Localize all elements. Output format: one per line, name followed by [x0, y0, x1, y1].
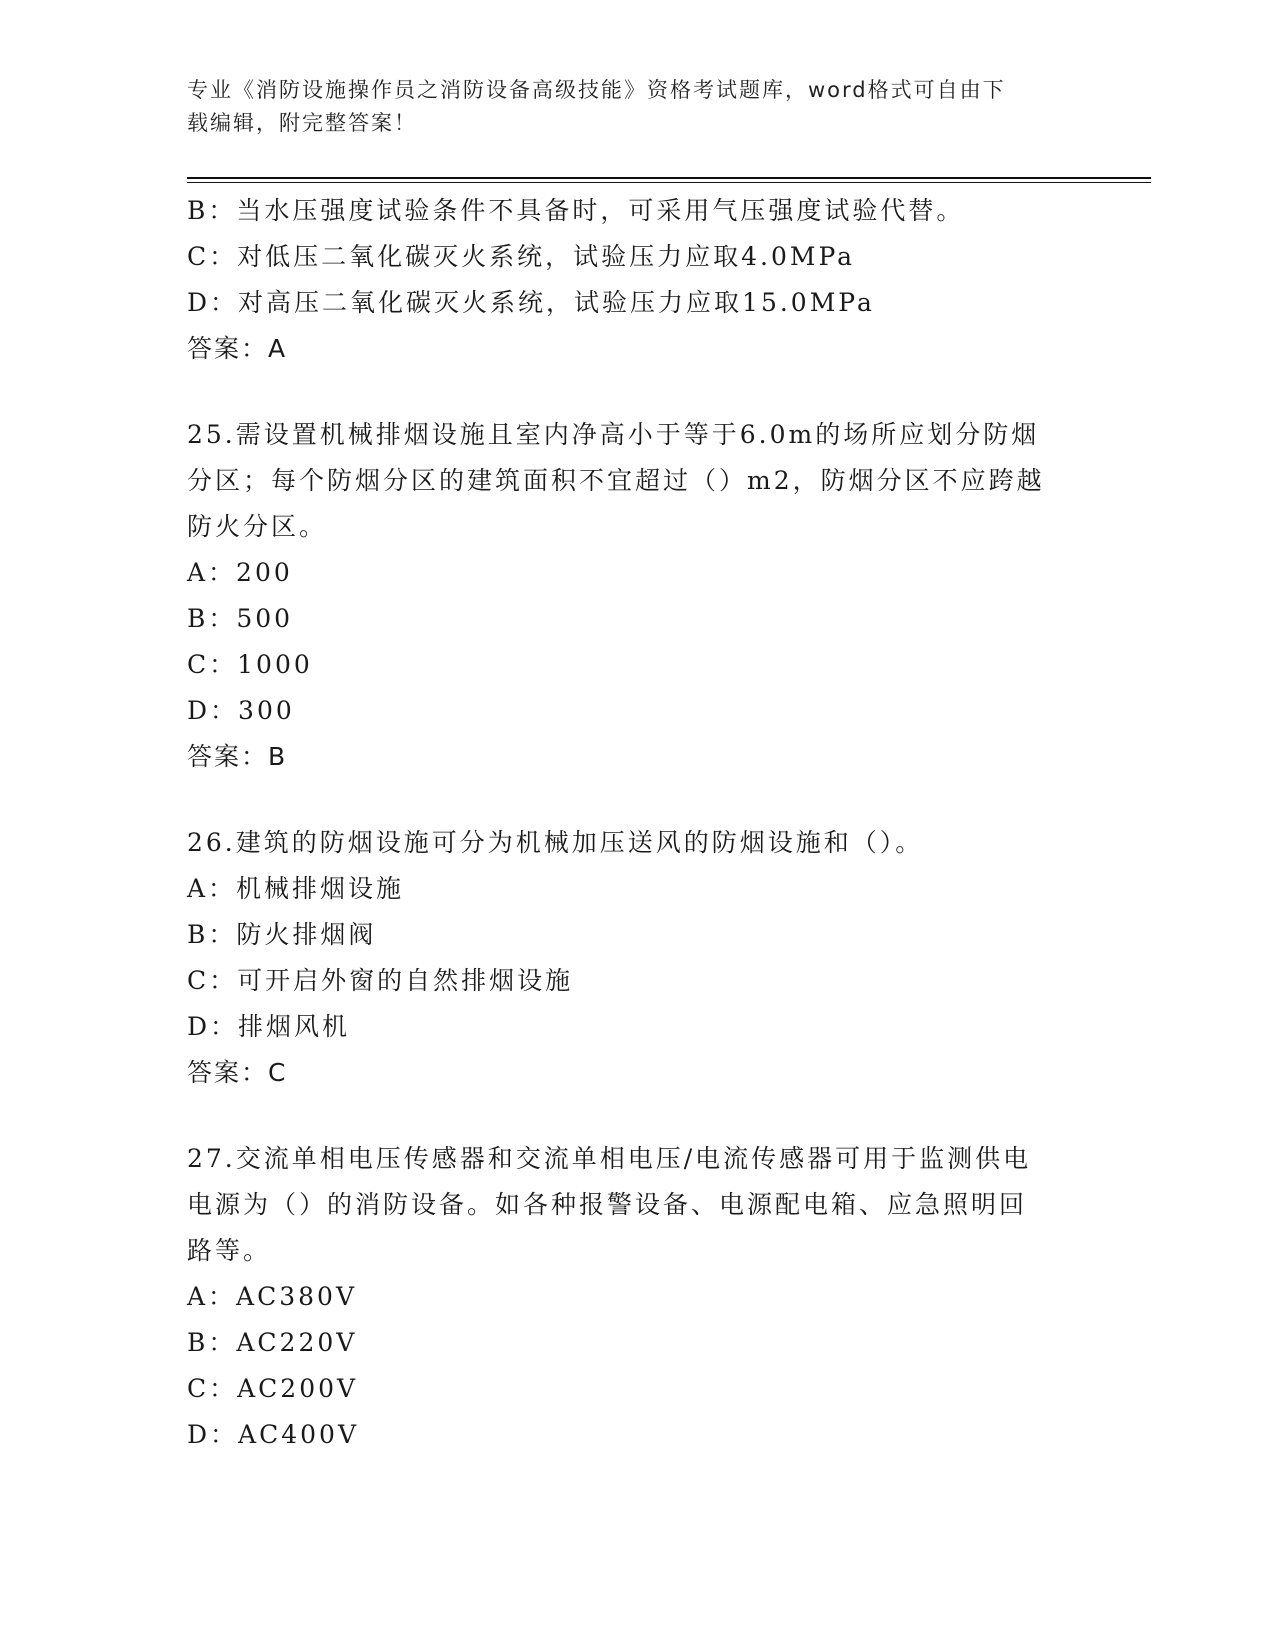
option-b: B：AC220V [187, 1328, 358, 1357]
option-c: C：AC200V [187, 1374, 359, 1403]
question-stem-line: 电源为（）的消防设备。如各种报警设备、电源配电箱、应急照明回 [187, 1190, 1028, 1219]
answer-line: 答案：B [187, 742, 288, 771]
option-b: B：500 [187, 604, 294, 633]
option-d: D：300 [187, 696, 295, 725]
question-list [187, 188, 1067, 1458]
question-stem-line: 25.需设置机械排烟设施且室内净高小于等于6.0m的场所应划分防烟 [187, 420, 1040, 449]
option-d: D：对高压二氧化碳灭火系统，试验压力应取15.0MPa [187, 288, 875, 317]
option-d: D：AC400V [187, 1420, 359, 1449]
option-a: A：AC380V [187, 1282, 358, 1311]
option-a: A：200 [187, 558, 293, 587]
question-stem-line: 路等。 [187, 1236, 272, 1265]
option-c: C：对低压二氧化碳灭火系统，试验压力应取4.0MPa [187, 242, 856, 271]
option-c: C：可开启外窗的自然排烟设施 [187, 966, 574, 995]
question-stem-line: 防火分区。 [187, 512, 328, 541]
question-25 [187, 412, 1067, 780]
header-divider-thick [187, 177, 1151, 179]
header-line-1: 专业《消防设施操作员之消防设备高级技能》资格考试题库，word格式可自由下 [187, 78, 1006, 102]
question-stem-line: 26.建筑的防烟设施可分为机械加压送风的防烟设施和（）。 [187, 828, 924, 857]
option-a: A：机械排烟设施 [187, 874, 405, 903]
question-stem-line: 分区；每个防烟分区的建筑面积不宜超过（）m2，防烟分区不应跨越 [187, 466, 1045, 495]
answer-line: 答案：A [187, 334, 288, 363]
header-divider-thin [187, 182, 1151, 183]
document-header [187, 74, 1067, 140]
question-27 [187, 1136, 1067, 1458]
option-b: B：当水压强度试验条件不具备时，可采用气压强度试验代替。 [187, 196, 965, 225]
question-26 [187, 820, 1067, 1096]
option-b: B：防火排烟阀 [187, 920, 377, 949]
answer-line: 答案：C [187, 1058, 288, 1087]
option-c: C：1000 [187, 650, 313, 679]
header-line-2: 载编辑，附完整答案！ [187, 111, 417, 135]
option-d: D：排烟风机 [187, 1012, 351, 1041]
question-24 [187, 188, 1067, 372]
question-stem-line: 27.交流单相电压传感器和交流单相电压/电流传感器可用于监测供电 [187, 1144, 1032, 1173]
